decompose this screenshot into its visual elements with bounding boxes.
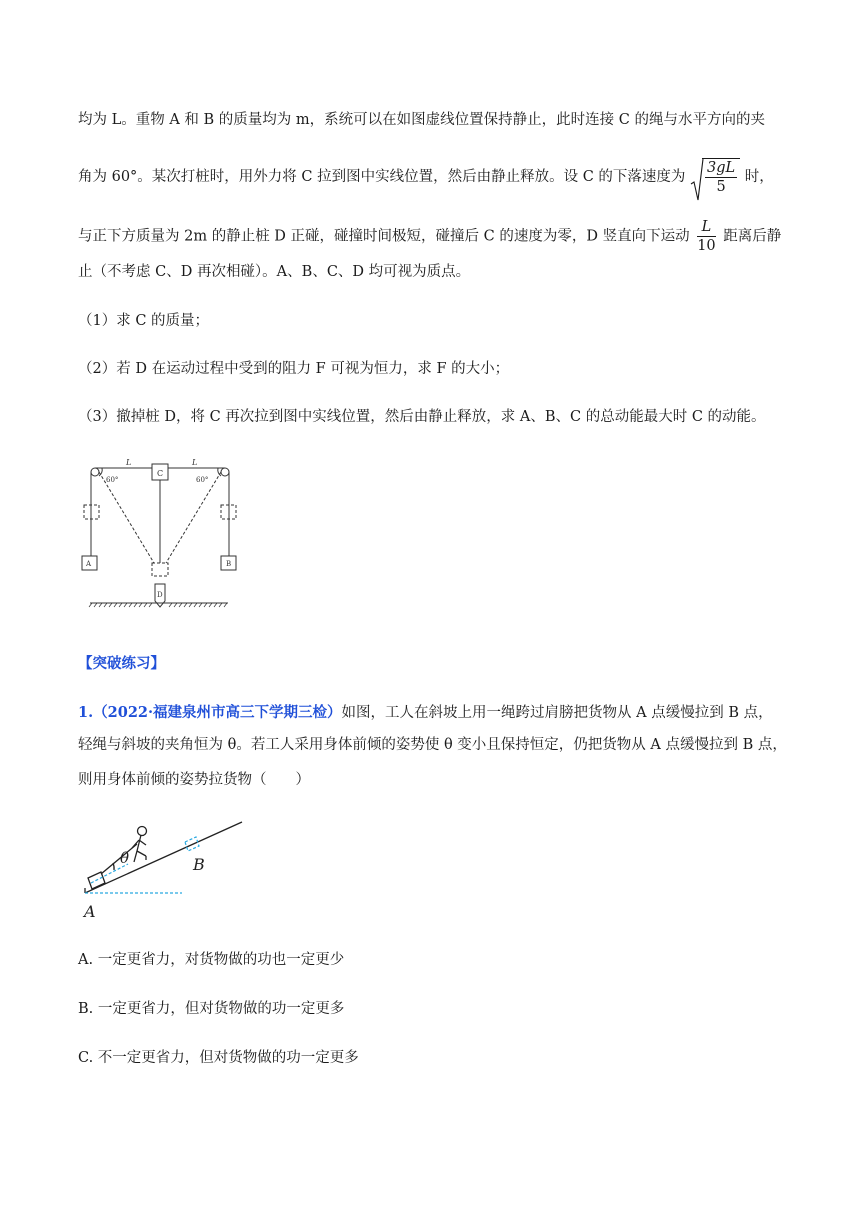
label-L-right: L: [192, 458, 198, 467]
label-B: B: [193, 855, 205, 874]
sqrt-numerator: 3gL: [707, 160, 736, 176]
left-pulley-icon: [91, 468, 99, 476]
slope-line: [85, 822, 242, 893]
radical-sign-icon: [690, 158, 704, 202]
problem-line-3-tail: 距离后静: [723, 228, 782, 245]
incline-figure: [80, 818, 250, 923]
pile-driver-figure: [80, 455, 240, 620]
problem-line-2: [78, 158, 774, 196]
label-C: C: [157, 469, 164, 478]
option-C: C. 不一定更省力，但对货物做的功一定更多: [78, 1050, 359, 1066]
question-1: （1）求 C 的质量；: [78, 313, 210, 329]
exercise-source: （2022·福建泉州市高三下学期三检）: [93, 704, 342, 721]
exercise-1-line-1: [78, 703, 773, 723]
angle-label-right: 60°: [196, 476, 209, 484]
box-C-dashed: [152, 563, 168, 576]
angle-label-left: 60°: [106, 476, 119, 484]
label-B: B: [226, 560, 232, 568]
problem-line-3: [78, 218, 781, 255]
problem-line-4: 止（不考虑 C、D 再次相碰）。A、B、C、D 均可视为质点。: [78, 264, 471, 280]
fraction-L-over-10: [697, 218, 715, 255]
sqrt-denominator: 5: [716, 179, 726, 195]
label-D: D: [157, 591, 163, 599]
fraction-denominator: 10: [697, 238, 716, 254]
label-A: A: [84, 902, 96, 921]
exercise-number: 1.: [78, 704, 94, 721]
problem-line-3-text: 与正下方质量为 2m 的静止桩 D 正碰，碰撞时间极短，碰撞后 C 的速度为零，D 竖直向下运动: [78, 228, 690, 245]
exercise-1-line-3: 则用身体前倾的姿势拉货物（ ）: [78, 772, 310, 788]
question-2: （2）若 D 在运动过程中受到的阻力 F 可视为恒力，求 F 的大小；: [78, 361, 510, 377]
label-theta: θ: [120, 849, 130, 867]
problem-line-1: 均为 L。重物 A 和 B 的质量均为 m，系统可以在如图虚线位置保持静止，此时连接 C 的绳与水平方向的夹: [78, 112, 765, 128]
section-title: 【突破练习】: [78, 655, 165, 672]
fraction-numerator: L: [697, 218, 715, 237]
label-L-left: L: [126, 458, 132, 467]
worker-body: [137, 835, 141, 851]
option-A: A. 一定更省力，对货物做的功也一定更少: [78, 952, 345, 968]
sqrt-expression: [690, 158, 740, 196]
right-pulley-icon: [221, 468, 229, 476]
exercise-1-line-2: 轻绳与斜坡的夹角恒为 θ。若工人采用身体前倾的姿势使 θ 变小且保持恒定，仍把货物从 A 点缓慢拉到 B 点，: [78, 737, 787, 753]
question-3: （3）撤掉桩 D，将 C 再次拉到图中实线位置，然后由静止释放，求 A、B、C 的总动能最大时 C 的动能。: [78, 409, 766, 425]
problem-line-2-text: 角为 60°。某次打桩时，用外力将 C 拉到图中实线位置，然后由静止释放。设 C 的下落速度为: [78, 169, 686, 185]
rope: [101, 844, 137, 874]
worker-head-icon: [138, 827, 147, 836]
label-A: A: [86, 560, 92, 568]
problem-line-2-tail: 时，: [744, 169, 774, 185]
exercise-1-text: 如图，工人在斜坡上用一绳跨过肩膀把货物从 A 点缓慢拉到 B 点，: [341, 705, 773, 721]
option-B: B. 一定更省力，但对货物做的功一定更多: [78, 1001, 345, 1017]
